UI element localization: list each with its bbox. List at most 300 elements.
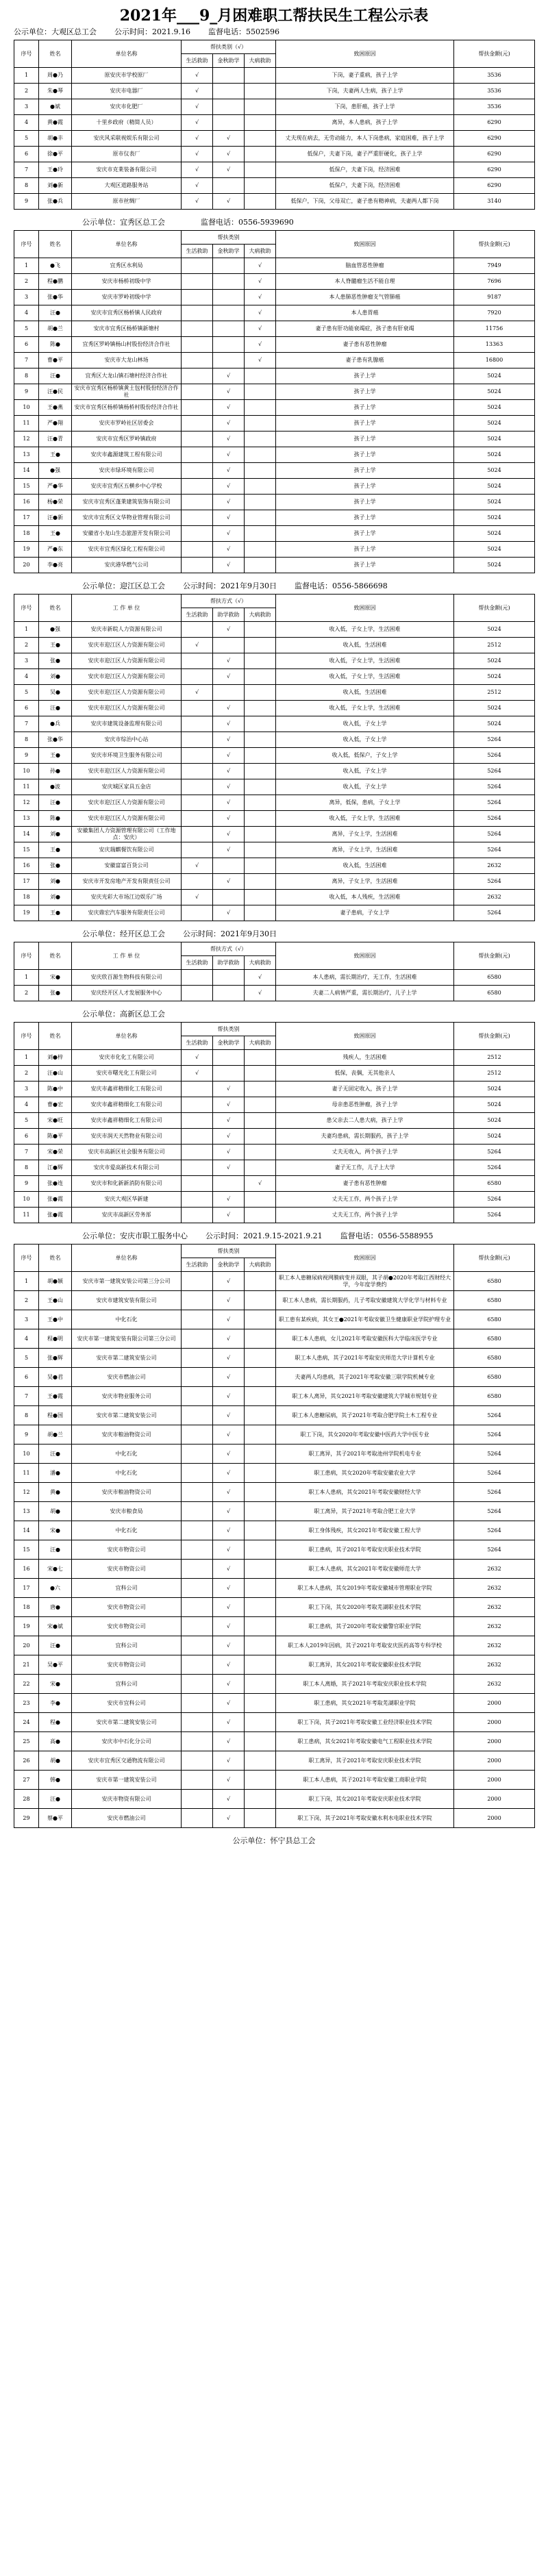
cell-sick-check xyxy=(245,669,276,685)
table-row xyxy=(14,890,535,905)
cell-name: 唐● xyxy=(39,1598,72,1617)
cell-name: 李● xyxy=(39,1694,72,1713)
cell-amount: 5264 xyxy=(454,1521,535,1540)
cell-edu-check: √ xyxy=(213,147,245,162)
cell-sick-check xyxy=(245,1675,276,1694)
col-header-index: 序号 xyxy=(14,942,39,970)
section-info-phone xyxy=(201,215,294,230)
col-header-sick: 大病救助 xyxy=(245,956,276,970)
cell-name: 王● xyxy=(39,526,72,542)
cell-reason: 职工离异，其子2021年考取合肥工业大学 xyxy=(276,1502,454,1521)
cell-amount: 2512 xyxy=(454,1050,535,1066)
cell-sick-check: √ xyxy=(245,986,276,1001)
cell-name: 王● xyxy=(39,842,72,858)
cell-reason: 职工本人患病，需长期服药，儿子考取安徽建筑大学化学与材料专业 xyxy=(276,1291,454,1310)
cell-sick-check xyxy=(245,1113,276,1129)
cell-name: 胡●颖 xyxy=(39,1272,72,1291)
cell-reason: 夫妻均患病，需长期服药，孩子上学 xyxy=(276,1129,454,1145)
cell-unit: 安庆市第一建筑安装公司第三分公司 xyxy=(72,1272,182,1291)
cell-reason: 收入低，生活困难 xyxy=(276,858,454,874)
cell-unit: 安庆市电器厂 xyxy=(72,84,182,99)
cell-sick-check xyxy=(245,1540,276,1560)
col-header-edu: 金秋助学 xyxy=(213,1258,245,1272)
cell-reason: 职工本人患病，其子2021年考取安庆师范大学计算机专业 xyxy=(276,1349,454,1368)
table-row xyxy=(14,653,535,669)
col-header-living: 生活救助 xyxy=(182,54,213,68)
cell-sick-check: √ xyxy=(245,305,276,321)
cell-name: 张● xyxy=(39,986,72,1001)
cell-index: 13 xyxy=(14,447,39,463)
cell-amount: 5024 xyxy=(454,447,535,463)
cell-reason: 孩子上学 xyxy=(276,447,454,463)
cell-amount: 6580 xyxy=(454,986,535,1001)
table-row xyxy=(14,1272,535,1291)
cell-sick-check xyxy=(245,1617,276,1636)
table-row xyxy=(14,858,535,874)
cell-sick-check xyxy=(245,1272,276,1291)
cell-index: 8 xyxy=(14,732,39,748)
cell-index: 1 xyxy=(14,970,39,986)
cell-reason: 职工下岗，其女2020年考取芜湖职业技术学院 xyxy=(276,1598,454,1617)
cell-index: 11 xyxy=(14,416,39,432)
cell-sick-check xyxy=(245,115,276,131)
cell-name: 宋●七 xyxy=(39,1560,72,1579)
cell-amount: 6580 xyxy=(454,1368,535,1387)
cell-living-check xyxy=(182,1540,213,1560)
cell-living-check xyxy=(182,1272,213,1291)
col-header-edu: 金秋助学 xyxy=(213,245,245,258)
cell-name: ●强 xyxy=(39,622,72,638)
section-info xyxy=(14,927,534,942)
cell-living-check xyxy=(182,447,213,463)
cell-edu-check: √ xyxy=(213,1483,245,1502)
cell-edu-check: √ xyxy=(213,1445,245,1464)
cell-unit: 安庆市燃油公司 xyxy=(72,1368,182,1387)
table-row xyxy=(14,638,535,653)
cell-index: 4 xyxy=(14,115,39,131)
section-info-unit xyxy=(82,1007,165,1022)
cell-unit: 十里乡政府（精简人员） xyxy=(72,115,182,131)
cell-living-check xyxy=(182,1655,213,1675)
cell-edu-check xyxy=(213,321,245,337)
aid-table xyxy=(14,594,535,921)
cell-living-check xyxy=(182,1751,213,1771)
cell-reason: 本人脊髓瘤生活不能自理 xyxy=(276,274,454,290)
col-header-living: 生活救助 xyxy=(182,245,213,258)
cell-unit: 安庆市宜秀区罗岭镇政府 xyxy=(72,432,182,447)
cell-living-check xyxy=(182,842,213,858)
cell-amount: 5264 xyxy=(454,1540,535,1560)
cell-edu-check xyxy=(213,970,245,986)
cell-reason: 本人患病，需长期治疗，无工作，生活困难 xyxy=(276,970,454,986)
cell-reason: 离异，子女上学，生活困难 xyxy=(276,827,454,842)
cell-reason: 职工本人患病，女儿2021年考取安徽医科大学临床医学专业 xyxy=(276,1329,454,1349)
cell-name: 汪● xyxy=(39,368,72,384)
info-label: 公示单位： xyxy=(82,1010,120,1018)
cell-name: 曹●宏 xyxy=(39,1097,72,1113)
cell-unit: 安庆市化肥厂 xyxy=(72,99,182,115)
cell-index: 17 xyxy=(14,1579,39,1598)
cell-name: 汪●山 xyxy=(39,1066,72,1081)
cell-reason: 职工本人离异，其女2021年考取安徽建筑大学城市规划专业 xyxy=(276,1387,454,1406)
table-row xyxy=(14,1291,535,1310)
footer-unit: 怀宁县总工会 xyxy=(270,1836,316,1845)
cell-unit: 安庆市建筑设备监理有限公司 xyxy=(72,716,182,732)
cell-living-check xyxy=(182,290,213,305)
cell-name: 宋● xyxy=(39,1521,72,1540)
col-header-aid-type: 帮扶方式（√） xyxy=(182,595,276,608)
cell-sick-check xyxy=(245,1192,276,1208)
cell-name: 刘●梓 xyxy=(39,1050,72,1066)
col-header-amount: 帮扶金额(元) xyxy=(454,40,535,68)
table-row xyxy=(14,827,535,842)
cell-amount: 2000 xyxy=(454,1732,535,1751)
cell-index: 16 xyxy=(14,1560,39,1579)
cell-edu-check: √ xyxy=(213,811,245,827)
cell-unit: 安庆市物业服务公司 xyxy=(72,1387,182,1406)
cell-unit: 安庆市物资公司 xyxy=(72,1617,182,1636)
cell-edu-check: √ xyxy=(213,1598,245,1617)
col-header-amount: 帮扶金额(元) xyxy=(454,942,535,970)
table-row xyxy=(14,732,535,748)
cell-living-check xyxy=(182,795,213,811)
cell-sick-check xyxy=(245,463,276,479)
cell-edu-check: √ xyxy=(213,1291,245,1310)
cell-reason: 职工离异，其子2021年考取安庆职业技术学院 xyxy=(276,1751,454,1771)
cell-edu-check xyxy=(213,99,245,115)
table-row xyxy=(14,874,535,890)
cell-unit: 安庆市迎江区人力资源有限公司 xyxy=(72,669,182,685)
cell-name: 严●东 xyxy=(39,542,72,558)
cell-index: 15 xyxy=(14,479,39,495)
info-value: 宜秀区总工会 xyxy=(120,218,165,227)
table-row xyxy=(14,447,535,463)
cell-index: 2 xyxy=(14,986,39,1001)
cell-edu-check: √ xyxy=(213,669,245,685)
cell-unit: 安庆市粮食局 xyxy=(72,1502,182,1521)
cell-amount: 2632 xyxy=(454,890,535,905)
cell-living-check xyxy=(182,764,213,779)
cell-unit: 安庆市中石化分公司 xyxy=(72,1732,182,1751)
cell-sick-check xyxy=(245,1368,276,1387)
table-row xyxy=(14,1208,535,1223)
cell-index: 3 xyxy=(14,99,39,115)
section-spacer xyxy=(14,1223,534,1229)
cell-amount: 5264 xyxy=(454,764,535,779)
cell-edu-check: √ xyxy=(213,764,245,779)
cell-edu-check: √ xyxy=(213,1809,245,1828)
cell-unit: 安庆市粮油物资公司 xyxy=(72,1483,182,1502)
table-row xyxy=(14,290,535,305)
cell-reason: 孩子上学 xyxy=(276,384,454,400)
cell-reason: 孩子上学 xyxy=(276,479,454,495)
cell-living-check xyxy=(182,321,213,337)
col-header-aid-type: 帮扶类别 xyxy=(182,1245,276,1258)
cell-sick-check xyxy=(245,1310,276,1329)
table-row xyxy=(14,463,535,479)
cell-name: 程●明 xyxy=(39,1329,72,1349)
cell-unit: 安庆市宜秀区杨桥镇杨桥村股份经济合作社 xyxy=(72,400,182,416)
cell-unit: 宜科公司 xyxy=(72,1636,182,1655)
info-value: 大观区总工会 xyxy=(51,27,97,36)
cell-unit: 安庆市爱高新技术有限公司 xyxy=(72,1160,182,1176)
cell-amount: 9187 xyxy=(454,290,535,305)
cell-reason: 丈夫无工作，两个孩子上学 xyxy=(276,1192,454,1208)
cell-amount: 5024 xyxy=(454,716,535,732)
cell-edu-check: √ xyxy=(213,795,245,811)
cell-edu-check: √ xyxy=(213,416,245,432)
cell-edu-check: √ xyxy=(213,510,245,526)
cell-reason: 职工患病，其女2020年考取安徽农业大学 xyxy=(276,1464,454,1483)
header-row xyxy=(14,40,535,54)
cell-name: 汪●民 xyxy=(39,384,72,400)
cell-sick-check xyxy=(245,147,276,162)
cell-index: 13 xyxy=(14,1502,39,1521)
table-row xyxy=(14,779,535,795)
cell-unit: 安庆市宜科公司 xyxy=(72,1694,182,1713)
cell-living-check xyxy=(182,1636,213,1655)
cell-sick-check xyxy=(245,558,276,573)
cell-reason: 离异，低保，患病，子女上学 xyxy=(276,795,454,811)
header-row xyxy=(14,595,535,608)
cell-amount: 5024 xyxy=(454,1129,535,1145)
table-row xyxy=(14,258,535,274)
cell-amount: 6580 xyxy=(454,1387,535,1406)
cell-index: 8 xyxy=(14,178,39,194)
info-label: 公示时间： xyxy=(183,929,221,938)
cell-amount: 5024 xyxy=(454,1113,535,1129)
cell-unit: 安庆市第二建筑安装公司 xyxy=(72,1406,182,1425)
cell-amount: 5264 xyxy=(454,1208,535,1223)
cell-index: 14 xyxy=(14,463,39,479)
section-spacer xyxy=(14,1001,534,1007)
cell-living-check: √ xyxy=(182,84,213,99)
cell-reason: 收入低，子女上学 xyxy=(276,764,454,779)
header-row xyxy=(14,942,535,956)
cell-index: 7 xyxy=(14,1145,39,1160)
cell-living-check xyxy=(182,463,213,479)
cell-amount: 5024 xyxy=(454,432,535,447)
cell-unit: 安庆市开发房地产开发有限责任公司 xyxy=(72,874,182,890)
cell-edu-check xyxy=(213,638,245,653)
cell-unit: 安庆市宜秀区绿化工程有限公司 xyxy=(72,542,182,558)
table-row xyxy=(14,510,535,526)
cell-index: 26 xyxy=(14,1751,39,1771)
cell-unit: 中化石化 xyxy=(72,1464,182,1483)
cell-sick-check: √ xyxy=(245,353,276,368)
cell-amount: 2000 xyxy=(454,1713,535,1732)
info-label: 公示单位： xyxy=(82,929,120,938)
cell-unit: 中化石化 xyxy=(72,1310,182,1329)
cell-sick-check xyxy=(245,716,276,732)
cell-sick-check xyxy=(245,495,276,510)
col-header-index: 序号 xyxy=(14,1023,39,1050)
cell-amount: 5024 xyxy=(454,510,535,526)
cell-index: 1 xyxy=(14,1272,39,1291)
info-value: 2021.9.16 xyxy=(152,27,190,36)
cell-sick-check xyxy=(245,1329,276,1349)
cell-living-check xyxy=(182,1081,213,1097)
cell-edu-check: √ xyxy=(213,162,245,178)
cell-index: 17 xyxy=(14,510,39,526)
cell-reason: 下岗，夫妻两人生病，孩子上学 xyxy=(276,84,454,99)
col-header-amount: 帮扶金额(元) xyxy=(454,1023,535,1050)
cell-amount: 5264 xyxy=(454,1502,535,1521)
cell-amount: 2632 xyxy=(454,858,535,874)
cell-living-check: √ xyxy=(182,638,213,653)
cell-living-check xyxy=(182,1464,213,1483)
cell-unit: 宜秀区水利局 xyxy=(72,258,182,274)
cell-edu-check: √ xyxy=(213,1310,245,1329)
section-info-unit xyxy=(14,25,97,40)
cell-living-check: √ xyxy=(182,147,213,162)
cell-living-check xyxy=(182,669,213,685)
cell-edu-check xyxy=(213,68,245,84)
cell-living-check xyxy=(182,1192,213,1208)
cell-name: 汪● xyxy=(39,1445,72,1464)
cell-edu-check: √ xyxy=(213,748,245,764)
cell-name: 王● xyxy=(39,905,72,921)
cell-amount: 2632 xyxy=(454,1655,535,1675)
cell-name: 曹●平 xyxy=(39,353,72,368)
cell-unit: 安庆市迎江区人力资源有限公司 xyxy=(72,811,182,827)
cell-unit: 安庆市物资公司 xyxy=(72,1598,182,1617)
section-info-unit xyxy=(82,579,165,594)
cell-living-check xyxy=(182,353,213,368)
cell-sick-check xyxy=(245,701,276,716)
cell-amount: 2632 xyxy=(454,1579,535,1598)
col-header-unit: 单位名称 xyxy=(72,1245,182,1272)
notice-page xyxy=(14,0,534,1849)
cell-index: 14 xyxy=(14,1521,39,1540)
cell-index: 21 xyxy=(14,1655,39,1675)
cell-unit: 安庆市克莱装备有限公司 xyxy=(72,162,182,178)
cell-living-check: √ xyxy=(182,890,213,905)
info-value: 0556-5939690 xyxy=(238,218,294,227)
cell-sick-check xyxy=(245,1160,276,1176)
cell-name: 潘● xyxy=(39,1464,72,1483)
table-row xyxy=(14,1579,535,1598)
table-row xyxy=(14,1751,535,1771)
table-row xyxy=(14,811,535,827)
section-info-time xyxy=(183,927,277,942)
col-header-name: 姓名 xyxy=(39,595,72,622)
cell-living-check xyxy=(182,558,213,573)
cell-index: 11 xyxy=(14,1464,39,1483)
cell-reason: 职工身体残疾，其女2021年考取安徽工程大学 xyxy=(276,1521,454,1540)
cell-unit: 安庆市宜秀区文华物业管理有限公司 xyxy=(72,510,182,526)
cell-unit: 安徽省小龙山生态旅游开发有限公司 xyxy=(72,526,182,542)
cell-name: 张●华 xyxy=(39,290,72,305)
cell-reason: 残疾人，生活困难 xyxy=(276,1050,454,1066)
section-info-time xyxy=(206,1229,323,1244)
table-row xyxy=(14,495,535,510)
table-row xyxy=(14,1617,535,1636)
cell-edu-check: √ xyxy=(213,1732,245,1751)
cell-amount: 6580 xyxy=(454,970,535,986)
section-spacer xyxy=(14,573,534,579)
cell-living-check xyxy=(182,337,213,353)
cell-living-check xyxy=(182,416,213,432)
cell-reason: 孩子上学 xyxy=(276,526,454,542)
table-row xyxy=(14,162,535,178)
cell-index: 19 xyxy=(14,542,39,558)
cell-amount: 7949 xyxy=(454,258,535,274)
cell-reason: 孩子上学 xyxy=(276,542,454,558)
cell-sick-check xyxy=(245,1579,276,1598)
cell-sick-check xyxy=(245,1560,276,1579)
cell-living-check xyxy=(182,1129,213,1145)
cell-living-check xyxy=(182,986,213,1001)
cell-name: 王●霞 xyxy=(39,1387,72,1406)
cell-sick-check xyxy=(245,84,276,99)
cell-amount: 3536 xyxy=(454,68,535,84)
col-header-aid-type: 帮扶类别 xyxy=(182,1023,276,1036)
aid-table xyxy=(14,230,535,573)
cell-living-check xyxy=(182,716,213,732)
col-header-amount: 帮扶金额(元) xyxy=(454,1245,535,1272)
cell-name: 张● xyxy=(39,653,72,669)
cell-unit: 安庆大观区华新建 xyxy=(72,1192,182,1208)
cell-index: 15 xyxy=(14,1540,39,1560)
cell-sick-check xyxy=(245,795,276,811)
cell-index: 19 xyxy=(14,905,39,921)
table-row xyxy=(14,1540,535,1560)
cell-living-check: √ xyxy=(182,162,213,178)
cell-reason: 职工下岗，其女2020年考取安徽中医药大学中医专业 xyxy=(276,1425,454,1445)
cell-name: ●斌 xyxy=(39,99,72,115)
info-value: 0556-5588955 xyxy=(377,1231,434,1240)
info-value: 经开区总工会 xyxy=(120,929,165,938)
cell-reason: 低保户，夫妻下岗，经济困难 xyxy=(276,162,454,178)
cell-sick-check: √ xyxy=(245,274,276,290)
cell-unit: 安庆市宜秀区杨桥镇新塘村 xyxy=(72,321,182,337)
cell-reason: 收入低，子女上学，生活困难 xyxy=(276,622,454,638)
cell-edu-check xyxy=(213,258,245,274)
cell-edu-check: √ xyxy=(213,1160,245,1176)
cell-living-check xyxy=(182,748,213,764)
cell-amount: 2000 xyxy=(454,1771,535,1790)
cell-edu-check xyxy=(213,986,245,1001)
table-row xyxy=(14,1675,535,1694)
cell-name: 陈●平 xyxy=(39,1129,72,1145)
cell-amount: 5264 xyxy=(454,1425,535,1445)
cell-reason: 收入低，低保户，子女上学 xyxy=(276,748,454,764)
cell-living-check: √ xyxy=(182,1066,213,1081)
cell-name: 高● xyxy=(39,1732,72,1751)
cell-unit: 安庆市物资公司 xyxy=(72,1540,182,1560)
col-header-living: 生活救助 xyxy=(182,1036,213,1050)
cell-index: 11 xyxy=(14,779,39,795)
cell-unit: 安庆市建筑安装有限公司 xyxy=(72,1291,182,1310)
cell-amount: 7920 xyxy=(454,305,535,321)
cell-index: 24 xyxy=(14,1713,39,1732)
cell-sick-check xyxy=(245,858,276,874)
cell-unit: 安庆市迎江区人力资源有限公司 xyxy=(72,701,182,716)
cell-edu-check: √ xyxy=(213,1097,245,1113)
table-row xyxy=(14,622,535,638)
cell-edu-check: √ xyxy=(213,447,245,463)
cell-sick-check xyxy=(245,1655,276,1675)
cell-unit: 宜科公司 xyxy=(72,1675,182,1694)
cell-unit: 安庆市宜秀区蓬莱建筑装饰有限公司 xyxy=(72,495,182,510)
cell-edu-check: √ xyxy=(213,1129,245,1145)
cell-living-check xyxy=(182,653,213,669)
cell-unit: 安庆市润天天然物业有限公司 xyxy=(72,1129,182,1145)
cell-edu-check: √ xyxy=(213,1192,245,1208)
table-row xyxy=(14,1176,535,1192)
col-header-name: 姓名 xyxy=(39,1023,72,1050)
